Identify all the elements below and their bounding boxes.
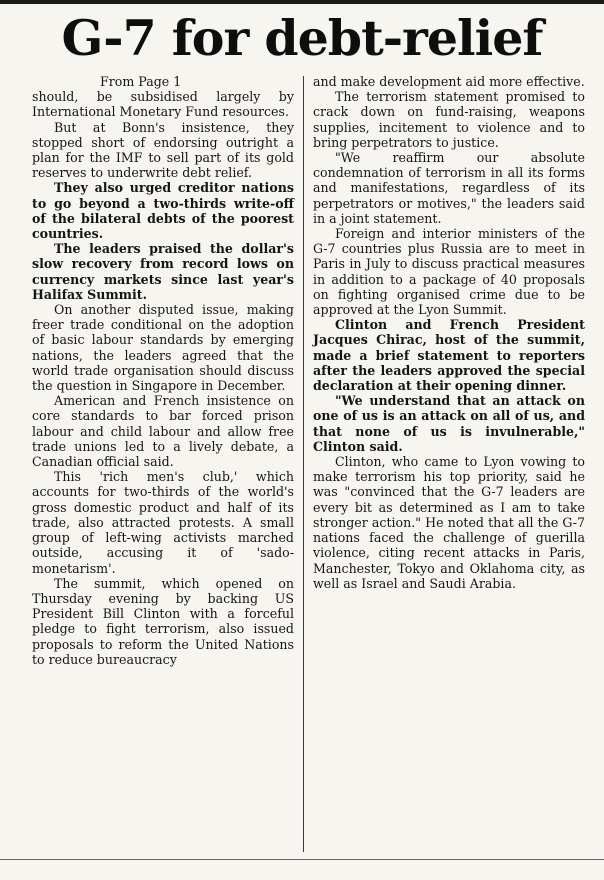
top-rule [0, 0, 604, 4]
paragraph: Foreign and interior ministers of the G-7 countries plus Russia are to meet in Paris in July to discuss practical measures in addition to a package of 40 proposals on fighting organised crime due to be approved at the Lyon Summit. [313, 226, 585, 318]
left-column [32, 74, 294, 667]
paragraph: The terrorism statement promised to crack down on fund-raising, weapons supplies, incitement to violence and to bring perpetrators to justice. [313, 89, 585, 150]
paragraph: But at Bonn's insistence, they stopped short of endorsing outright a plan for the IMF to sell part of its gold reserves to underwrite debt relief. [32, 119, 294, 181]
paragraph: "We reaffirm our absolute condemnation of terrorism in all its forms and manifestations, regardless of its perpetrators or motives," the leaders said in a joint statement. [313, 150, 585, 226]
paragraph: The leaders praised the dollar's slow recovery from record lows on currency markets since last year's Halifax Summit. [32, 241, 294, 302]
paragraph: This 'rich men's club,' which accounts for two-thirds of the world's gross domestic product and half of its trade, also attracted protests. A small group of left-wing activists marched outside, accusing it of 'sado-monetarism'. [32, 469, 294, 576]
paragraph: should, be subsidised largely by International Monetary Fund resources. [32, 89, 294, 120]
paragraph: American and French insistence on core standards to bar forced prison labour and child labour and allow free trade unions led to a lively debate, a Canadian official said. [32, 393, 294, 470]
paragraph: Clinton and French President Jacques Chirac, host of the summit, made a brief statement to reporters after the leaders approved the special declaration at their opening dinner. [313, 317, 585, 394]
jump-line: From Page 1 [100, 74, 182, 89]
bottom-rule [0, 859, 604, 860]
right-column [313, 74, 585, 591]
paragraph: Clinton, who came to Lyon vowing to make terrorism his top priority, said he was "convinced that the G-7 leaders are every bit as determined as I am to take stronger action." He noted that all the G-7 nations faced the challenge of guerilla violence, citing recent attacks in Paris, Manchester, Tokyo and Oklahoma city, as well as Israel and Saudi Arabia. [313, 454, 585, 591]
column-rule [303, 76, 304, 852]
paragraph: "We understand that an attack on one of us is an attack on all of us, and that none of us is invulnerable," Clinton said. [313, 393, 585, 454]
headline: G-7 for debt-relief [61, 9, 543, 67]
paragraph: The summit, which opened on Thursday evening by backing US President Bill Clinton with a forceful pledge to fight terrorism, also issued proposals to reform the United Nations to reduce bureaucracy [32, 575, 294, 667]
paragraph: and make development aid more effective. [313, 74, 585, 89]
paragraph: On another disputed issue, making freer trade conditional on the adoption of basic labour standards by emerging nations, the leaders agreed that the world trade organisation should discuss the question in Singapore in December. [32, 302, 294, 394]
paragraph: They also urged creditor nations to go beyond a two-thirds write-off of the bilateral debts of the poorest countries. [32, 180, 294, 242]
